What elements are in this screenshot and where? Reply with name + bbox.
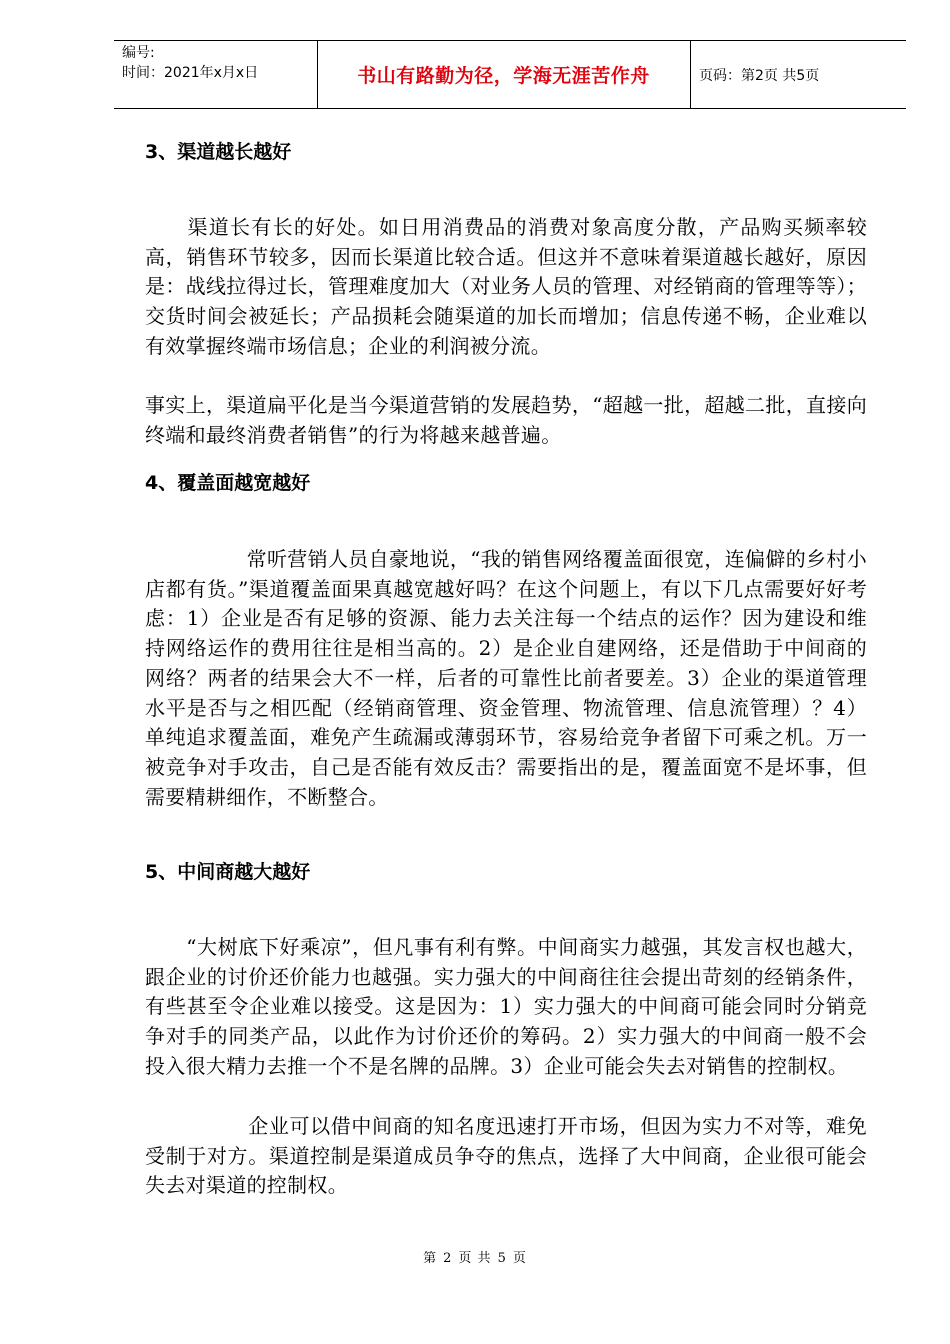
footer-middle: 页 共 (458, 1251, 492, 1266)
section-heading-3: 3、渠道越长越好 (145, 141, 292, 163)
page-footer (0, 1247, 950, 1266)
footer-current-page: 2 (443, 1251, 453, 1266)
footer-total-pages: 5 (497, 1251, 507, 1266)
time-label: 时间：2021年x月x日 (122, 65, 259, 81)
number-label: 编号: (122, 45, 155, 61)
section-5-paragraph-1: “大树底下好乘凉”，但凡事有利有弊。中间商实力越强，其发言权也越大，跟企业的讨价还价能力也越强。实力强大的中间商往往会提出苛刻的经销条件，有些甚至令企业难以接受。这是因为：1）实力强大的中间商可能会同时分销竞争对手的同类产品，以此作为讨价还价的筹码。2）实力强大的中间商一般不会投入很大精力去推一个不是名牌的品牌。3）企业可能会失去对销售的控制权。 (145, 935, 867, 1078)
header-motto: 书山有路勤为径，学海无涯苦作舟 (357, 65, 650, 87)
footer-prefix: 第 (423, 1251, 438, 1266)
header-divider (690, 41, 691, 108)
document-header (114, 40, 906, 109)
section-5-paragraph-2: 企业可以借中间商的知名度迅速打开市场，但因为实力不对等，难免受制于对方。渠道控制是渠道成员争夺的焦点，选择了大中间商，企业很可能会失去对渠道的控制权。 (145, 1114, 867, 1198)
section-heading-4: 4、覆盖面越宽越好 (145, 472, 311, 494)
header-page-info: 页码：第2页 共5页 (699, 67, 820, 84)
section-3-paragraph-1: 渠道长有长的好处。如日用消费品的消费对象高度分散，产品购买频率较高，销售环节较多，因而长渠道比较合适。但这并不意味着渠道越长越好，原因是：战线拉得过长，管理难度加大（对业务人员的管理、对经销商的管理等等）；交货时间会被延长；产品损耗会随渠道的加长而增加；信息传递不畅，企业难以有效掌握终端市场信息；企业的利润被分流。 (145, 215, 867, 358)
section-3-paragraph-2: 事实上，渠道扁平化是当今渠道营销的发展趋势，“超越一批，超越二批，直接向终端和最终消费者销售”的行为将越来越普遍。 (145, 393, 867, 447)
section-heading-5: 5、中间商越大越好 (145, 861, 311, 883)
header-meta (122, 43, 317, 83)
footer-suffix: 页 (512, 1251, 527, 1266)
section-4-paragraph-1: 常听营销人员自豪地说，“我的销售网络覆盖面很宽，连偏僻的乡村小店都有货。”渠道覆盖面果真越宽越好吗？在这个问题上，有以下几点需要好好考虑：1）企业是否有足够的资源、能力去关注每一个结点的运作？因为建设和维持网络运作的费用往往是相当高的。2）是企业自建网络，还是借助于中间商的网络？两者的结果会大不一样，后者的可靠性比前者要差。3）企业的渠道管理水平是否与之相匹配（经销商管理、资金管理、物流管理、信息流管理）？4）单纯追求覆盖面，难免产生疏漏或薄弱环节，容易给竞争者留下可乘之机。万一被竞争对手攻击，自己是否能有效反击？需要指出的是，覆盖面宽不是坏事，但需要精耕细作，不断整合。 (145, 547, 867, 809)
